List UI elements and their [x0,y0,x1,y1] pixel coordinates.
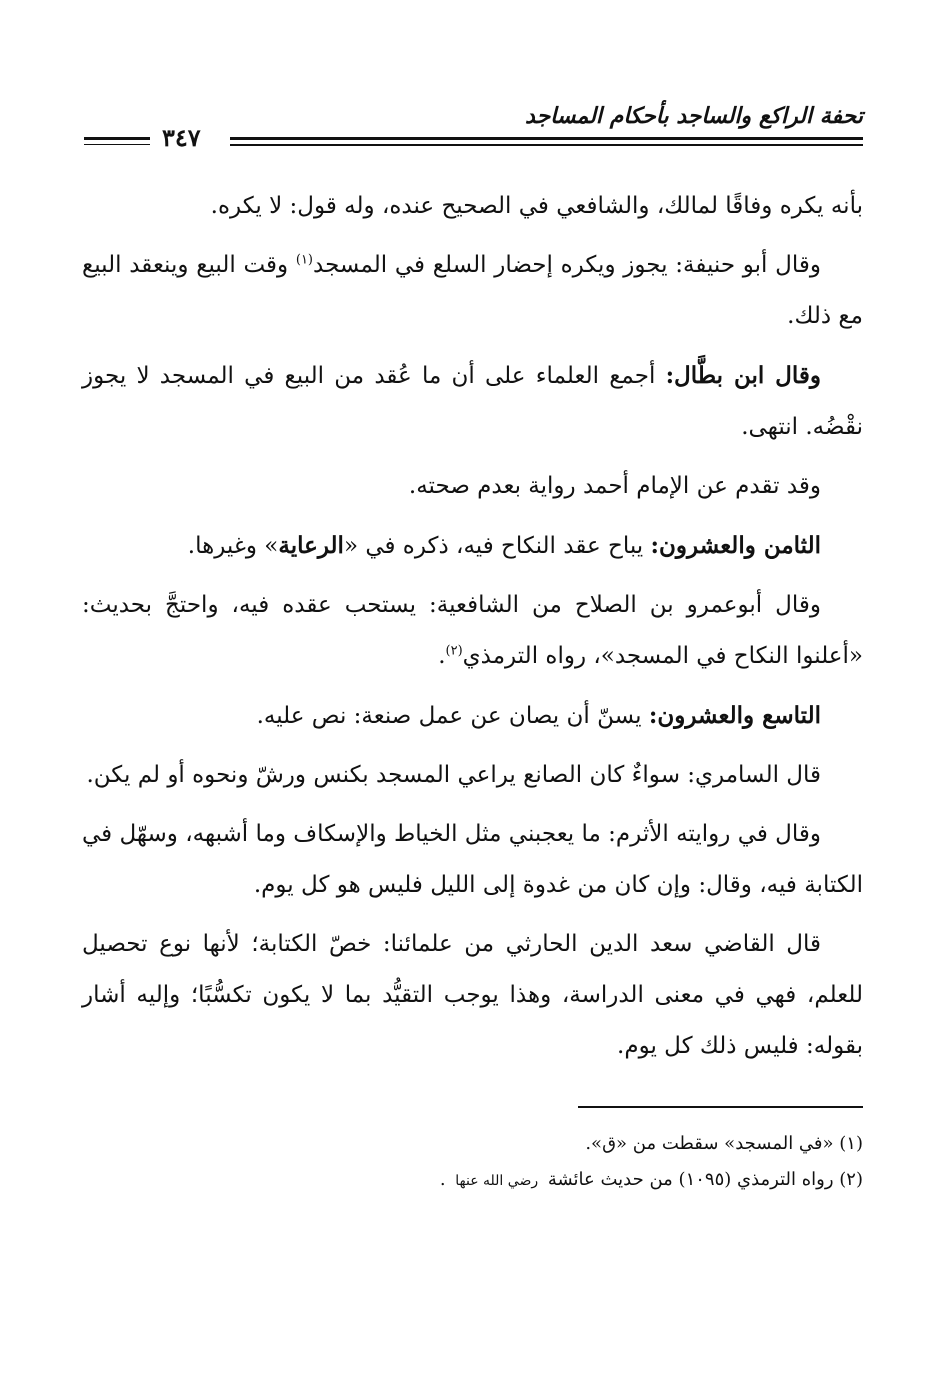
paragraph: وقال أبو حنيفة: يجوز ويكره إحضار السلع في المسجد$^{(١)}$ وقت البيع وينعقد البيع مع ذلك. [82,252,863,329]
main-text [82,181,863,1072]
paragraph: قال السامري: سواءٌ كان الصانع يراعي المسجد بكنس ورشّ ونحوه أو لم يكن. [86,762,821,788]
running-header [82,95,863,155]
bold-book-name: الرعاية [278,532,344,559]
book-title: تحفة الراكع والساجد بأحكام المساجد [525,103,863,129]
header-rule-short [84,137,150,145]
paragraph: وقال ابن بطَّال: أجمع العلماء على أن ما عُقد من البيع في المسجد لا يجوز نقْضُه. انتهى. [82,362,863,440]
header-rule-long [230,137,863,145]
paragraph: بأنه يكره وفاقًا لمالك، والشافعي في الصحيح عنده، وله قول: لا يكره. [210,193,863,219]
paragraph: الثامن والعشرون: يباح عقد النكاح فيه، ذكره في «الرعاية» وغيرها. [187,532,821,559]
bold-heading: وقال ابن بطَّال: [665,362,821,389]
bold-heading: التاسع والعشرون: [648,702,821,729]
footnote-marker: (٢) [445,643,463,659]
footnote-separator [578,1106,863,1108]
paragraph: وقال في روايته الأثرم: ما يعجبني مثل الخياط والإسكاف وما أشبهه، وسهّل في الكتابة فيه، وقال: وإن كان من غدوة إلى الليل فليس هو كل يوم. [82,821,863,898]
paragraph: قال القاضي سعد الدين الحارثي من علمائنا: خصّ الكتابة؛ لأنها نوع تحصيل للعلم، فهي في معنى الدراسة، وهذا يوجب التقيُّد بما لا يكون تكسُّبًا؛ وإليه أشار بقوله: فليس ذلك كل يوم. [82,931,863,1059]
footnote-marker: (١) [295,252,313,268]
book-page [82,95,863,1199]
honorific-glyph: رضي الله عنها [455,1173,539,1189]
page-number: ٣٤٧ [162,123,201,152]
footnotes [82,1126,863,1199]
paragraph: التاسع والعشرون: يسنّ أن يصان عن عمل صنعة: نص عليه. [256,702,821,729]
footnote-1: (١) «في المسجد» سقطت من «ق». [585,1133,863,1154]
footnote-2: (٢) رواه الترمذي (١٠٩٥) من حديث عائشة رضي الله عنها . [82,1162,863,1199]
paragraph: وقد تقدم عن الإمام أحمد رواية بعدم صحته. [408,473,821,499]
paragraph: وقال أبوعمرو بن الصلاح من الشافعية: يستحب عقده فيه، واحتجَّ بحديث: «أعلنوا النكاح في المسجد»، رواه الترمذي$^{(٢)}$. [82,592,863,669]
bold-heading: الثامن والعشرون: [650,532,821,559]
